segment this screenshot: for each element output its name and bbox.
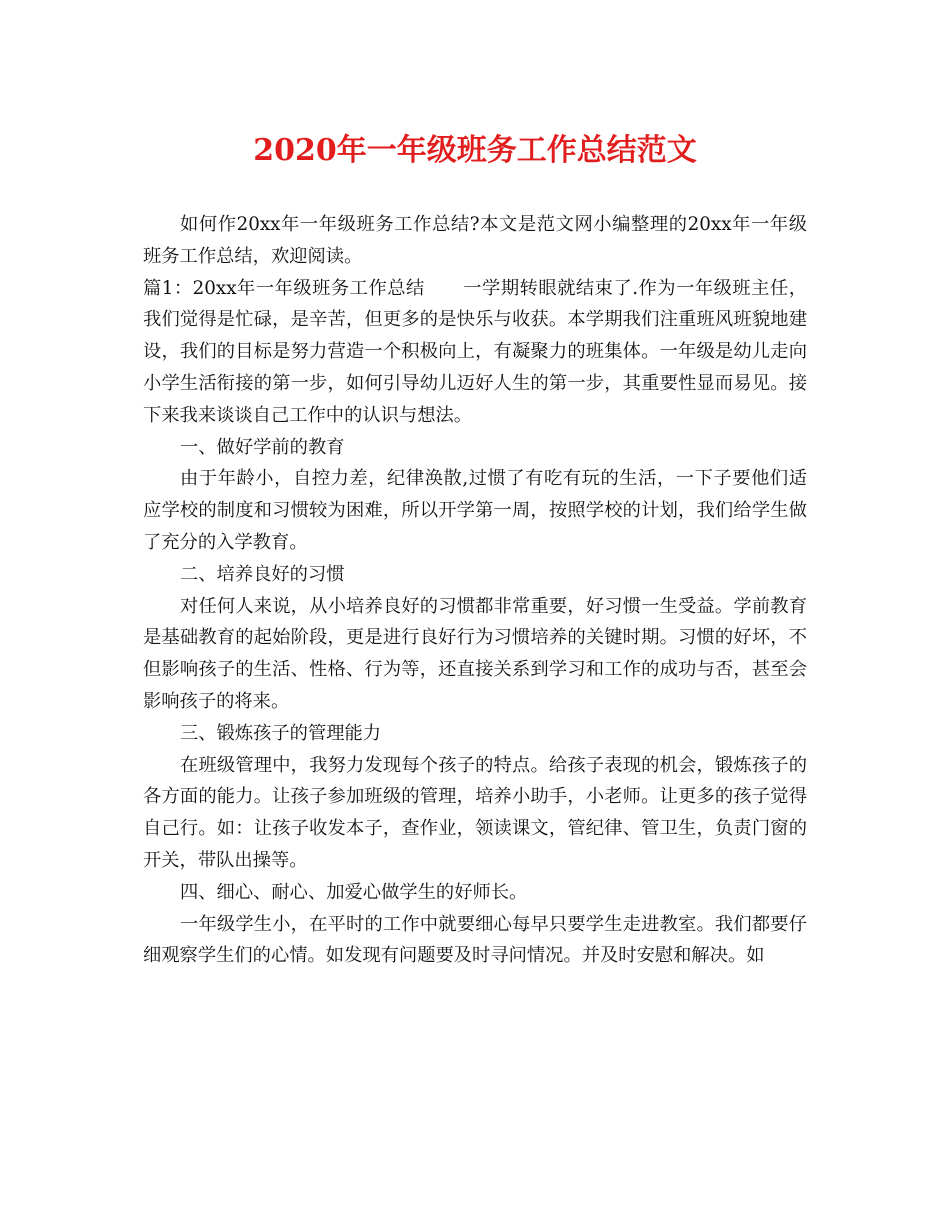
document-title: 2020年一年级班务工作总结范文: [253, 133, 697, 168]
intro-paragraph: 如何作20xx年一年级班务工作总结?本文是范文网小编整理的20xx年一年级班务工作总结，欢迎阅读。: [143, 214, 807, 267]
article-paragraph: [143, 273, 807, 432]
article-opening: 一学期转眼就结束了.作为一年级班主任，我们觉得是忙碌，是辛苦，但更多的是快乐与收获。本学期我们注重班风班貌地建设，我们的目标是努力营造一个积极向上，有凝聚力的班集体。一年级是幼儿走向小学生活衔接的第一步，如何引导幼儿迈好人生的第一步，其重要性显而易见。接下来我来谈谈自己工作中的认识与想法。: [143, 277, 808, 426]
section-text-2: 对任何人来说，从小培养良好的习惯都非常重要，好习惯一生受益。学前教育是基础教育的起始阶段，更是进行良好行为习惯培养的关键时期。习惯的好坏，不但影响孩子的生活、性格、行为等，还直接关系到学习和工作的成功与否，甚至会影响孩子的将来。: [143, 595, 807, 712]
section-heading-4: 四、细心、耐心、加爱心做学生的好师长。: [180, 881, 528, 903]
document-body: [143, 209, 807, 972]
section-text-4: 一年级学生小，在平时的工作中就要细心每早只要学生走进教室。我们都要仔细观察学生们的心情。如发现有问题要及时寻问情况。并及时安慰和解决。如: [143, 913, 807, 967]
section-text-1: 由于年龄小，自控力差，纪律涣散,过惯了有吃有玩的生活，一下子要他们适应学校的制度和习惯较为困难，所以开学第一周，按照学校的计划，我们给学生做了充分的入学教育。: [143, 468, 807, 553]
section-text-3: 在班级管理中，我努力发现每个孩子的特点。给孩子表现的机会，锻炼孩子的各方面的能力。让孩子参加班级的管理，培养小助手，小老师。让更多的孩子觉得自己行。如：让孩子收发本子，查作业，领读课文，管纪律、管卫生，负责门窗的开关，带队出操等。: [143, 754, 807, 871]
section-heading-3: 三、锻炼孩子的管理能力: [180, 722, 382, 744]
section-heading-2: 二、培养良好的习惯: [180, 563, 345, 585]
article-heading: 篇1：20xx年一年级班务工作总结: [143, 277, 425, 299]
section-heading-1: 一、做好学前的教育: [180, 436, 345, 458]
